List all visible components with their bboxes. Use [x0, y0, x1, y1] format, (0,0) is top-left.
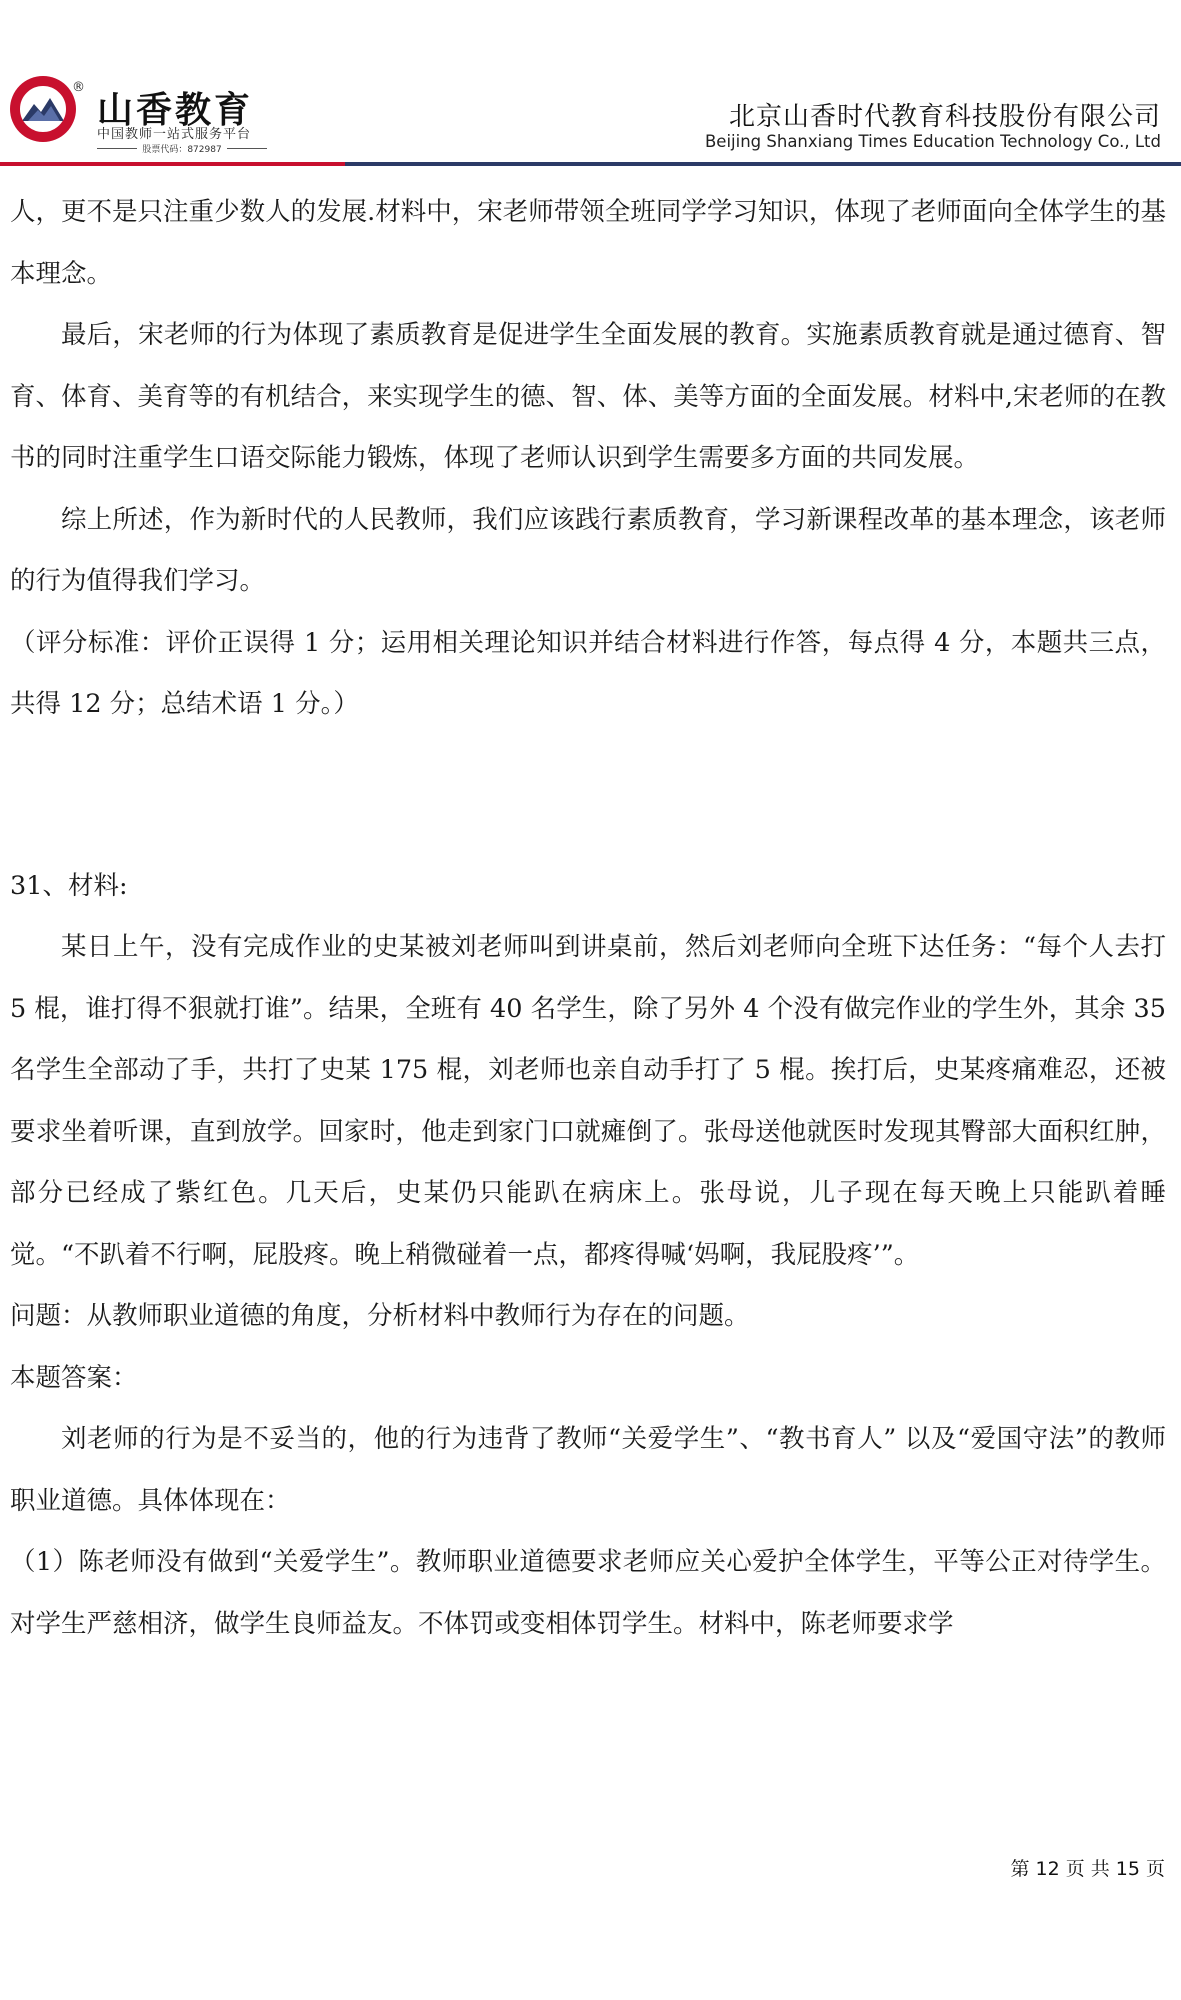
- answer-point: （1）陈老师没有做到“关爱学生”。教师职业道德要求老师应关心爱护全体学生，平等公正对待学生。对学生严慈相济，做学生良师益友。不体罚或变相体罚学生。材料中，陈老师要求学: [10, 1547, 1166, 1639]
- paragraph: 最后，宋老师的行为体现了素质教育是促进学生全面发展的教育。实施素质教育就是通过德育、智育、体育、美育等的有机结合，来实现学生的德、智、体、美等方面的全面发展。材料中,宋老师的在教书的同时注重学生口语交际能力锻炼，体现了老师认识到学生需要多方面的共同发展。: [10, 320, 1166, 473]
- company-name-cn: 北京山香时代教育科技股份有限公司: [728, 102, 1161, 132]
- document-body: [10, 182, 1166, 1655]
- question-number: 31、材料:: [10, 870, 128, 901]
- brand-name: 山香教育: [97, 90, 254, 131]
- page-header: [0, 0, 1181, 175]
- header-rule-navy: [345, 162, 1181, 166]
- question-prompt: 问题：从教师职业道德的角度，分析材料中教师行为存在的问题。: [10, 1301, 750, 1331]
- company-name-en: Beijing Shanxiang Times Education Technology Co., Ltd: [704, 132, 1161, 151]
- spacer: [10, 736, 1166, 856]
- registered-trademark: ®: [72, 80, 85, 95]
- divider: [97, 148, 137, 149]
- answer-paragraph: 刘老师的行为是不妥当的，他的行为违背了教师“关爱学生”、“教书育人” 以及“爱国守法”的教师职业道德。具体体现在：: [10, 1424, 1166, 1516]
- answer-heading: 本题答案：: [10, 1362, 138, 1393]
- shanxiang-logo-icon: [8, 74, 78, 144]
- brand-tagline: 中国教师一站式服务平台: [97, 127, 252, 142]
- page-number: 第 12 页 共 15 页: [1010, 1858, 1165, 1880]
- scoring-criteria: （评分标准：评价正误得 1 分；运用相关理论知识并结合材料进行作答，每点得 4 分，本题共三点，共得 12 分；总结术语 1 分。）: [10, 627, 1166, 719]
- material-paragraph: 某日上午，没有完成作业的史某被刘老师叫到讲桌前，然后刘老师向全班下达任务：“每个人去打 5 棍，谁打得不狠就打谁”。结果，全班有 40 名学生，除了另外 4 个没有做完作业的学生外，其余 35 名学生全部动了手，共打了史某 175 棍，刘老师也亲自动手打了 5 棍。挨打后，史某疼痛难忍，还被要求坐着听课，直到放学。回家时，他走到家门口就瘫倒了。张母送他就医时发现其臀部大面积红肿，部分已经成了紫红色。几天后，史某仍只能趴在病床上。张母说，儿子现在每天晚上只能趴着睡觉。“不趴着不行啊，屁股疼。晚上稍微碰着一点，都疼得喊‘妈啊，我屁股疼’”。: [10, 932, 1166, 1270]
- paragraph: 综上所述，作为新时代的人民教师，我们应该践行素质教育，学习新课程改革的基本理念，该老师的行为值得我们学习。: [10, 504, 1166, 596]
- stock-code: 股票代码：872987: [142, 145, 222, 155]
- stock-code-row: [97, 142, 267, 155]
- header-rule-red: [0, 162, 345, 166]
- divider: [227, 148, 267, 149]
- paragraph: 人，更不是只注重少数人的发展.材料中，宋老师带领全班同学学习知识，体现了老师面向全体学生的基本理念。: [10, 197, 1166, 289]
